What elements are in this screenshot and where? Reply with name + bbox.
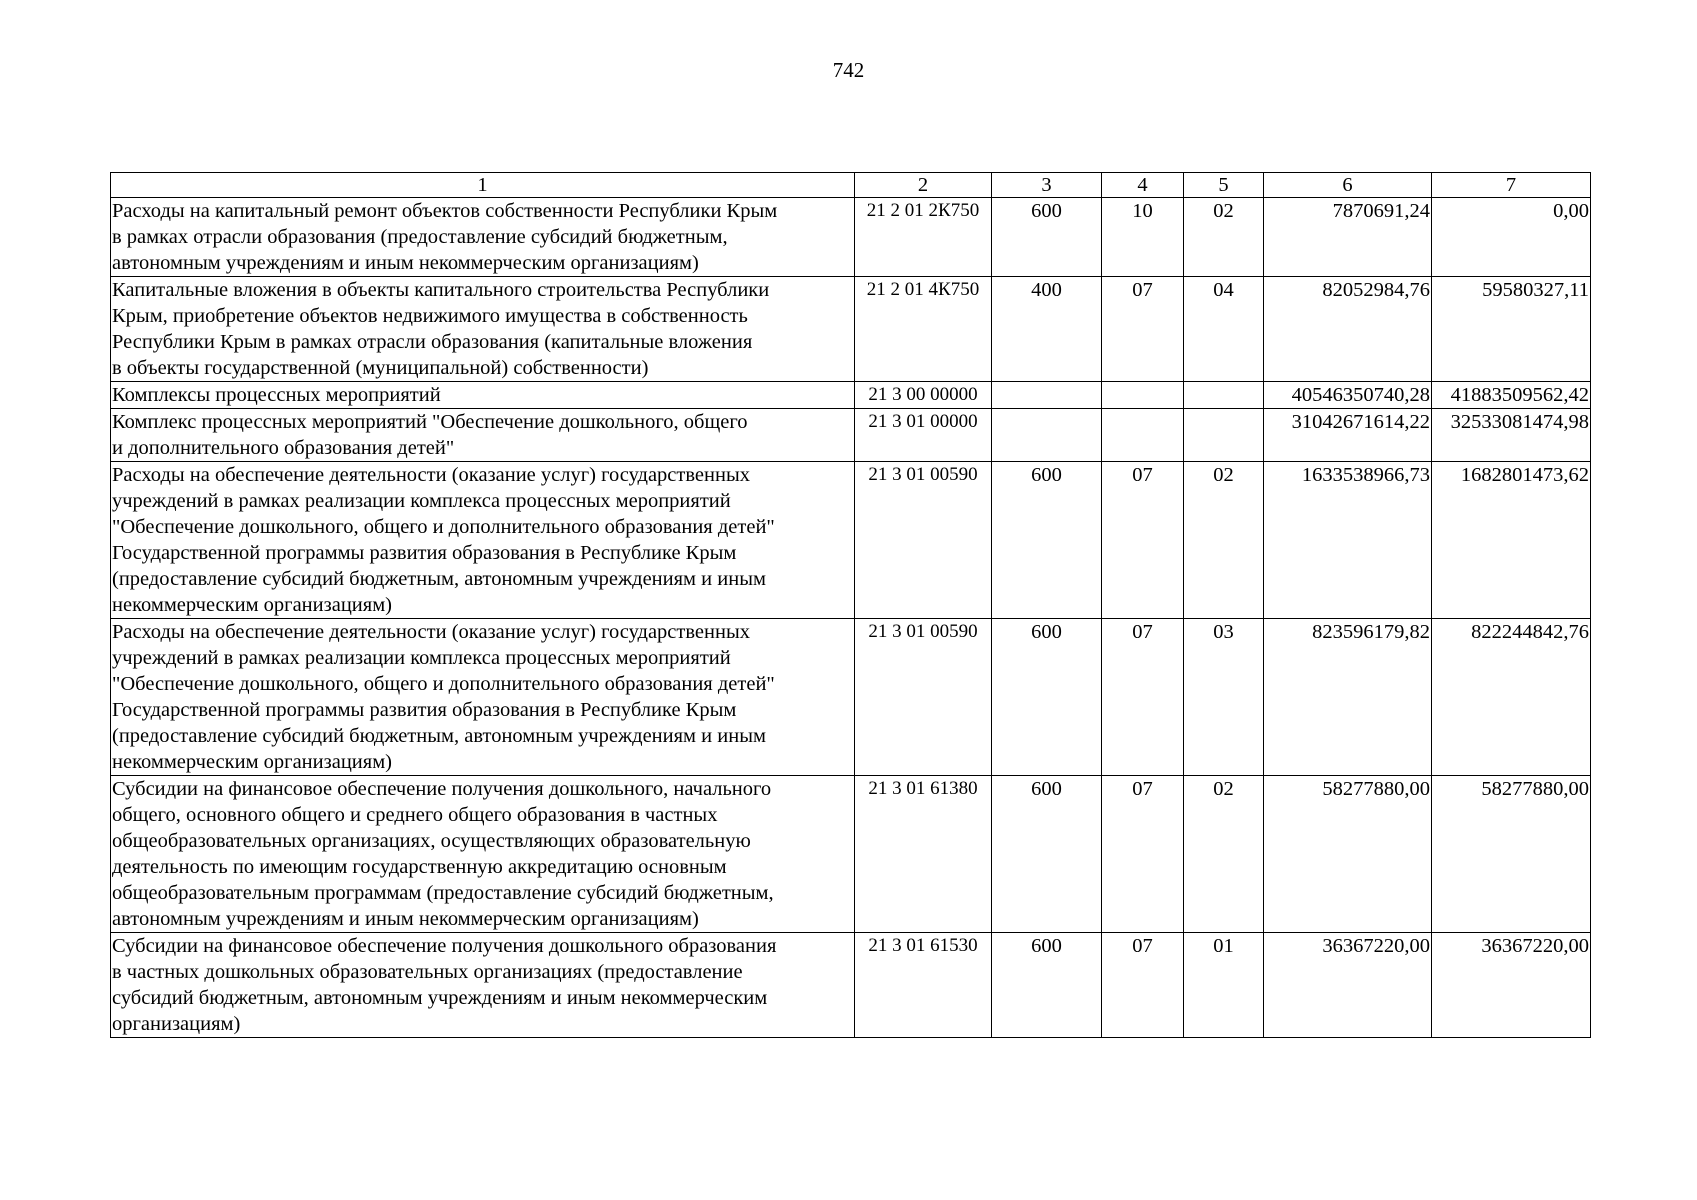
description-cell [111, 382, 855, 409]
table-row [111, 462, 1591, 619]
table-row [111, 933, 1591, 1038]
column-5-cell [1184, 382, 1264, 409]
description-line: общеобразовательных организациях, осуществляющих образовательную [112, 830, 751, 852]
table-row [111, 619, 1591, 776]
header-cell-5: 5 [1184, 173, 1264, 198]
page-number: 742 [832, 58, 865, 82]
header-cell-6: 6 [1264, 173, 1432, 198]
description-line: организациям) [112, 1013, 241, 1035]
description-cell [111, 933, 855, 1038]
header-cell-3: 3 [992, 173, 1102, 198]
amount-column-6-cell: 31042671614,22 [1264, 409, 1432, 462]
amount-column-7-cell: 41883509562,42 [1432, 382, 1591, 409]
column-4-cell: 10 [1102, 198, 1184, 277]
table-body [111, 173, 1591, 1038]
column-4-cell: 07 [1102, 933, 1184, 1038]
description-line: в частных дошкольных образовательных организациях (предоставление [112, 961, 743, 983]
column-5-cell: 04 [1184, 277, 1264, 382]
description-line: в рамках отрасли образования (предоставление субсидий бюджетным, [112, 226, 728, 248]
description-line: Расходы на капитальный ремонт объектов собственности Республики Крым [112, 200, 778, 222]
amount-column-7-cell: 32533081474,98 [1432, 409, 1591, 462]
description-line: общеобразовательным программам (предоставление субсидий бюджетным, [112, 882, 774, 904]
amount-column-7-cell: 58277880,00 [1432, 776, 1591, 933]
description-line: (предоставление субсидий бюджетным, автономным учреждениям и иным [112, 568, 766, 590]
column-5-cell [1184, 409, 1264, 462]
description-line: Государственной программы развития образования в Республике Крым [112, 699, 737, 721]
code-cell: 21 3 01 00590 [855, 462, 992, 619]
description-cell [111, 277, 855, 382]
code-cell: 21 3 01 00590 [855, 619, 992, 776]
table-row [111, 198, 1591, 277]
description-line: Субсидии на финансовое обеспечение получения дошкольного, начального [112, 778, 772, 800]
amount-column-6-cell: 40546350740,28 [1264, 382, 1432, 409]
amount-column-7-cell: 36367220,00 [1432, 933, 1591, 1038]
amount-column-7-cell: 822244842,76 [1432, 619, 1591, 776]
amount-column-6-cell: 823596179,82 [1264, 619, 1432, 776]
description-cell [111, 462, 855, 619]
column-4-cell: 07 [1102, 619, 1184, 776]
amount-column-6-cell: 7870691,24 [1264, 198, 1432, 277]
code-cell: 21 3 01 61380 [855, 776, 992, 933]
description-line: Расходы на обеспечение деятельности (оказание услуг) государственных [112, 464, 750, 486]
table-row [111, 776, 1591, 933]
description-cell [111, 198, 855, 277]
description-line: некоммерческим организациям) [112, 751, 392, 773]
column-4-cell: 07 [1102, 776, 1184, 933]
description-cell [111, 776, 855, 933]
column-4-cell [1102, 382, 1184, 409]
header-cell-7: 7 [1432, 173, 1591, 198]
amount-column-6-cell: 58277880,00 [1264, 776, 1432, 933]
table-row [111, 382, 1591, 409]
column-5-cell: 01 [1184, 933, 1264, 1038]
header-cell-4: 4 [1102, 173, 1184, 198]
description-line: Комплексы процессных мероприятий [112, 384, 441, 406]
code-cell: 21 3 01 00000 [855, 409, 992, 462]
description-line: Республики Крым в рамках отрасли образования (капитальные вложения [112, 331, 753, 353]
description-line: некоммерческим организациям) [112, 594, 392, 616]
description-cell [111, 409, 855, 462]
code-cell: 21 3 00 00000 [855, 382, 992, 409]
description-line: учреждений в рамках реализации комплекса процессных мероприятий [112, 647, 731, 669]
amount-column-6-cell: 82052984,76 [1264, 277, 1432, 382]
table-row [111, 409, 1591, 462]
description-line: и дополнительного образования детей" [112, 437, 455, 459]
column-4-cell: 07 [1102, 277, 1184, 382]
header-cell-1: 1 [111, 173, 855, 198]
description-line: "Обеспечение дошкольного, общего и дополнительного образования детей" [112, 516, 775, 538]
amount-column-7-cell: 1682801473,62 [1432, 462, 1591, 619]
description-line: автономным учреждениям и иным некоммерческим организациям) [112, 908, 699, 930]
description-line: субсидий бюджетным, автономным учреждениям и иным некоммерческим [112, 987, 768, 1009]
column-3-cell: 600 [992, 462, 1102, 619]
description-line: Государственной программы развития образования в Республике Крым [112, 542, 737, 564]
description-line: Комплекс процессных мероприятий "Обеспечение дошкольного, общего [112, 411, 748, 433]
column-3-cell [992, 382, 1102, 409]
column-5-cell: 02 [1184, 776, 1264, 933]
amount-column-6-cell: 1633538966,73 [1264, 462, 1432, 619]
description-line: Крым, приобретение объектов недвижимого имущества в собственность [112, 305, 748, 327]
column-4-cell [1102, 409, 1184, 462]
column-4-cell: 07 [1102, 462, 1184, 619]
column-5-cell: 03 [1184, 619, 1264, 776]
description-line: Капитальные вложения в объекты капитального строительства Республики [112, 279, 770, 301]
description-line: деятельность по имеющим государственную аккредитацию основным [112, 856, 727, 878]
description-line: Субсидии на финансовое обеспечение получения дошкольного образования [112, 935, 777, 957]
code-cell: 21 2 01 4К750 [855, 277, 992, 382]
description-cell [111, 619, 855, 776]
description-line: (предоставление субсидий бюджетным, автономным учреждениям и иным [112, 725, 766, 747]
column-3-cell: 600 [992, 198, 1102, 277]
amount-column-7-cell: 59580327,11 [1432, 277, 1591, 382]
header-row [111, 173, 1591, 198]
description-line: общего, основного общего и среднего общего образования в частных [112, 804, 718, 826]
description-line: "Обеспечение дошкольного, общего и дополнительного образования детей" [112, 673, 775, 695]
column-3-cell: 400 [992, 277, 1102, 382]
description-line: в объекты государственной (муниципальной) собственности) [112, 357, 649, 379]
column-3-cell [992, 409, 1102, 462]
amount-column-6-cell: 36367220,00 [1264, 933, 1432, 1038]
code-cell: 21 3 01 61530 [855, 933, 992, 1038]
column-3-cell: 600 [992, 776, 1102, 933]
column-5-cell: 02 [1184, 198, 1264, 277]
amount-column-7-cell: 0,00 [1432, 198, 1591, 277]
code-cell: 21 2 01 2К750 [855, 198, 992, 277]
budget-table [110, 172, 1591, 1038]
description-line: Расходы на обеспечение деятельности (оказание услуг) государственных [112, 621, 750, 643]
description-line: учреждений в рамках реализации комплекса процессных мероприятий [112, 490, 731, 512]
column-3-cell: 600 [992, 619, 1102, 776]
column-3-cell: 600 [992, 933, 1102, 1038]
column-5-cell: 02 [1184, 462, 1264, 619]
header-cell-2: 2 [855, 173, 992, 198]
table-row [111, 277, 1591, 382]
description-line: автономным учреждениям и иным некоммерческим организациям) [112, 252, 699, 274]
